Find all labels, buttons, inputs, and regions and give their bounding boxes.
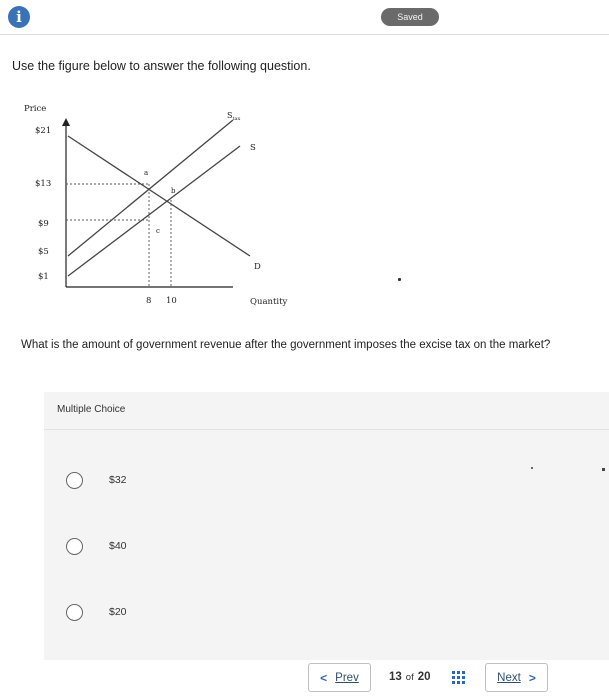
supply-demand-figure (18, 96, 298, 316)
current-page: 13 (389, 671, 402, 683)
multiple-choice-header (44, 392, 609, 430)
area-label-c: c (156, 227, 160, 235)
supply-label: S (250, 143, 256, 153)
stray-mark (398, 278, 401, 281)
chevron-right-icon: > (528, 670, 536, 685)
multiple-choice-panel (44, 392, 609, 660)
prev-button-label: Prev (335, 671, 359, 684)
answer-option[interactable] (66, 534, 127, 558)
price-tick: $21 (35, 126, 52, 136)
prev-button[interactable] (308, 663, 371, 692)
stray-mark (602, 468, 605, 471)
answer-option[interactable] (66, 600, 127, 624)
multiple-choice-title: Multiple Choice (57, 404, 126, 415)
page-of-label: of (405, 672, 414, 683)
info-icon[interactable]: i (8, 6, 30, 28)
next-button[interactable] (485, 663, 548, 692)
question-text: What is the amount of government revenue after the government imposes the excise tax on the market? (21, 339, 551, 351)
quantity-tick: 8 (146, 296, 152, 306)
next-button-label: Next (497, 671, 521, 684)
navigation-bar (0, 660, 609, 700)
answer-option-label: $20 (109, 606, 127, 618)
supply-tax-curve (68, 120, 233, 256)
radio-button[interactable] (66, 538, 83, 555)
area-label-b: b (171, 187, 176, 195)
radio-button[interactable] (66, 472, 83, 489)
chevron-left-icon: < (320, 670, 328, 685)
stray-mark (531, 467, 533, 469)
price-axis-label: Price (24, 104, 47, 114)
demand-curve (68, 136, 250, 256)
answer-option[interactable] (66, 468, 127, 492)
page-indicator (389, 671, 431, 683)
supply-tax-label: $S_{tax}$ (227, 111, 241, 122)
answer-option-label: $40 (109, 540, 127, 552)
header-divider (0, 34, 609, 35)
price-axis-arrow (62, 118, 70, 126)
quantity-tick: 10 (166, 296, 177, 306)
price-tick: $1 (38, 272, 49, 282)
radio-button[interactable] (66, 604, 83, 621)
price-tick: $5 (38, 247, 49, 257)
quantity-axis-label: Quantity (250, 297, 288, 307)
grid-icon[interactable] (452, 671, 465, 684)
instructions-text: Use the figure below to answer the following question. (12, 59, 311, 73)
price-tick: $13 (35, 179, 52, 189)
saved-badge: Saved (381, 8, 439, 26)
area-label-a: a (144, 169, 149, 177)
demand-label: D (254, 262, 261, 272)
price-tick: $9 (38, 219, 49, 229)
supply-curve (68, 146, 240, 276)
total-pages: 20 (417, 671, 431, 683)
answer-option-label: $32 (109, 474, 127, 486)
